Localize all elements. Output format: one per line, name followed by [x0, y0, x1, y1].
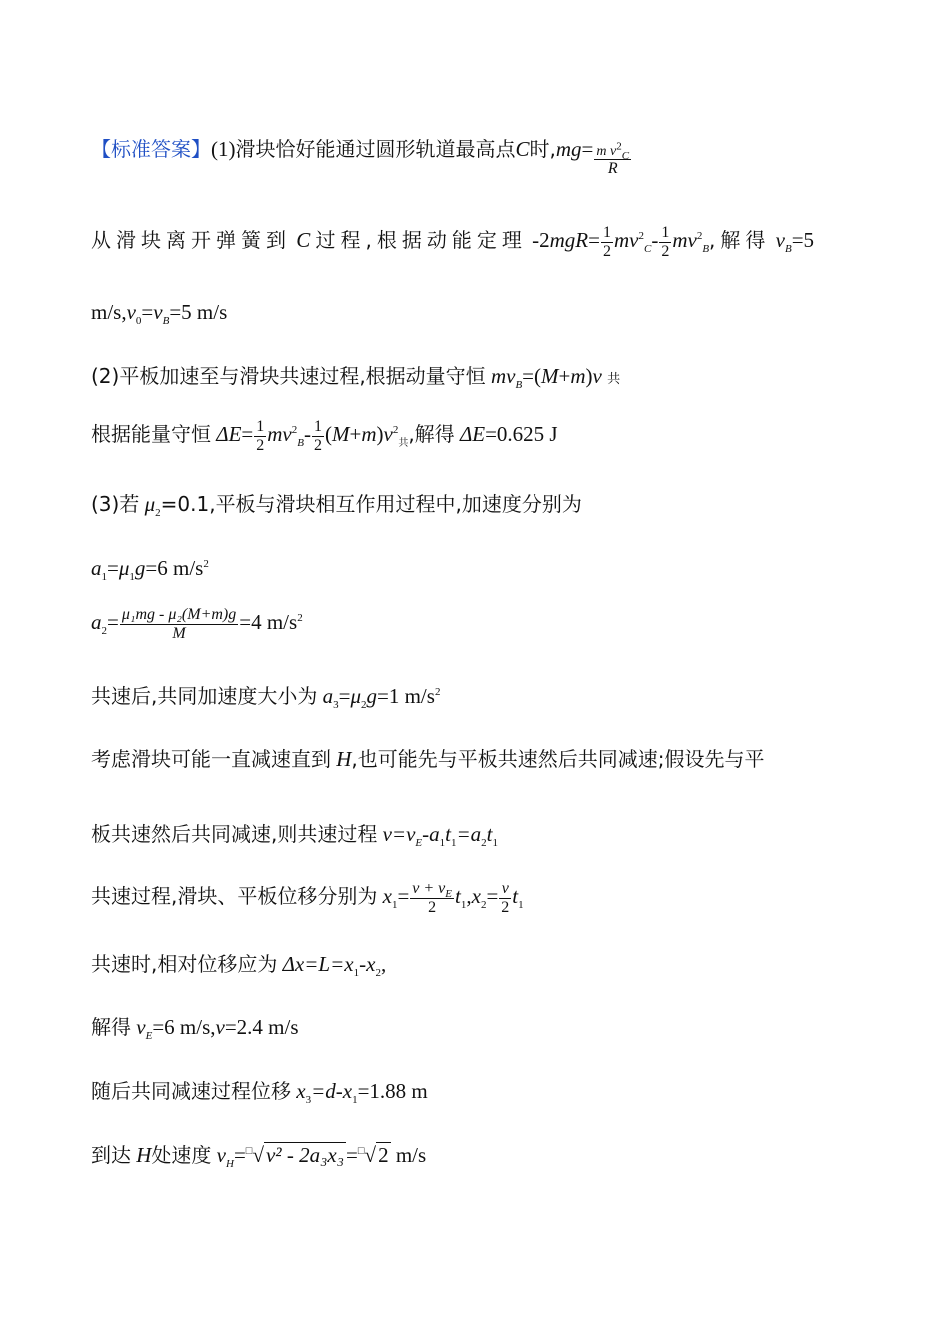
answer-line-5: 根据能量守恒 ΔE= $\frac{1}{2}$ $mv^2_B-$ $\frac{1}{2}$ $(M+m)v^2_共$,解得 ΔE=0.625 J	[91, 418, 558, 454]
answer-line-16: 到达 H处速度 $v_H=^□√v^2 - 2a_3x_3=^□√2$ m/s	[91, 1143, 427, 1171]
answer-tag: 【标准答案】	[91, 136, 211, 161]
fraction-one-half: $\frac{1}{2}$	[661, 224, 670, 260]
answer-line-7: $a_1=\mu_1g=6$ $m/s^2$	[91, 556, 209, 584]
answer-line-3: $m/s,v_0=v_B=5$ m/s	[91, 300, 228, 328]
fraction-x1: $\frac{v + v_E}{2}$	[412, 880, 453, 916]
sqrt-expression: □√v² - 2a₃x₃	[245, 1143, 345, 1167]
answer-line-1: 【标准答案】(1)滑块恰好能通过圆形轨道最高点C时,mg= $\frac{m v^2_C}{R}$	[91, 136, 630, 178]
fraction-x2: $\frac{v}{2}$	[501, 880, 510, 916]
answer-line-9: 共速后,共同加速度大小为 $a_3=\mu_2g=1$ $m/s^2$	[91, 684, 441, 712]
answer-line-13: 共速时,相对位移应为 $\Delta x=L=x_1-x_2$,	[91, 952, 387, 980]
answer-line-6: (3)若 $\mu_2=0.1$,平板与滑块相互作用过程中,加速度分别为	[91, 492, 582, 520]
answer-line-10: 考虑滑块可能一直减速直到 H,也可能先与平板共速然后共同减速;假设先与平	[91, 747, 765, 771]
answer-line-2: 从滑块离开弹簧到 C 过程,根据动能定理 -2mgR= $\frac{1}{2}$ $mv^2_C-$ $\frac{1}{2}$ $mv^2_B$,解得 $v_B=5$	[91, 224, 815, 260]
answer-line-11: 板共速然后共同减速,则共速过程 $v=v_E-a_1t_1=a_2t_1$	[91, 822, 499, 850]
fraction-one-half: $\frac{1}{2}$	[602, 224, 611, 260]
sqrt-two: □√2	[357, 1143, 389, 1167]
fraction-a2: $\frac{\text{μ₁mg - μ₂(M+m)g}}{M}$	[121, 606, 237, 642]
fraction-one-half: $\frac{1}{2}$	[313, 418, 322, 454]
fraction-mvc2-over-r: $\frac{m v^2_C}{R}$	[596, 140, 630, 178]
answer-line-8: $a_2=$ $\frac{\text{μ₁mg - μ₂(M+m)g}}{M}$ =4 $m/s^2$	[91, 606, 303, 642]
answer-line-14: 解得 $v_E=6$ m/s,v=2.4 m/s	[91, 1015, 299, 1043]
fraction-one-half: $\frac{1}{2}$	[256, 418, 265, 454]
answer-line-12: 共速过程,滑块、平板位移分别为 $x_1=$ $\frac{v + v_E}{2}$ $t_1,x_2=$ $\frac{v}{2}$ $t_1$	[91, 880, 524, 916]
answer-line-15: 随后共同减速过程位移 $x_3=d-x_1=1.88$ m	[91, 1079, 428, 1107]
answer-line-4: (2)平板加速至与滑块共速过程,根据动量守恒 $mv_B=(M+m)v$ 共	[91, 364, 621, 392]
